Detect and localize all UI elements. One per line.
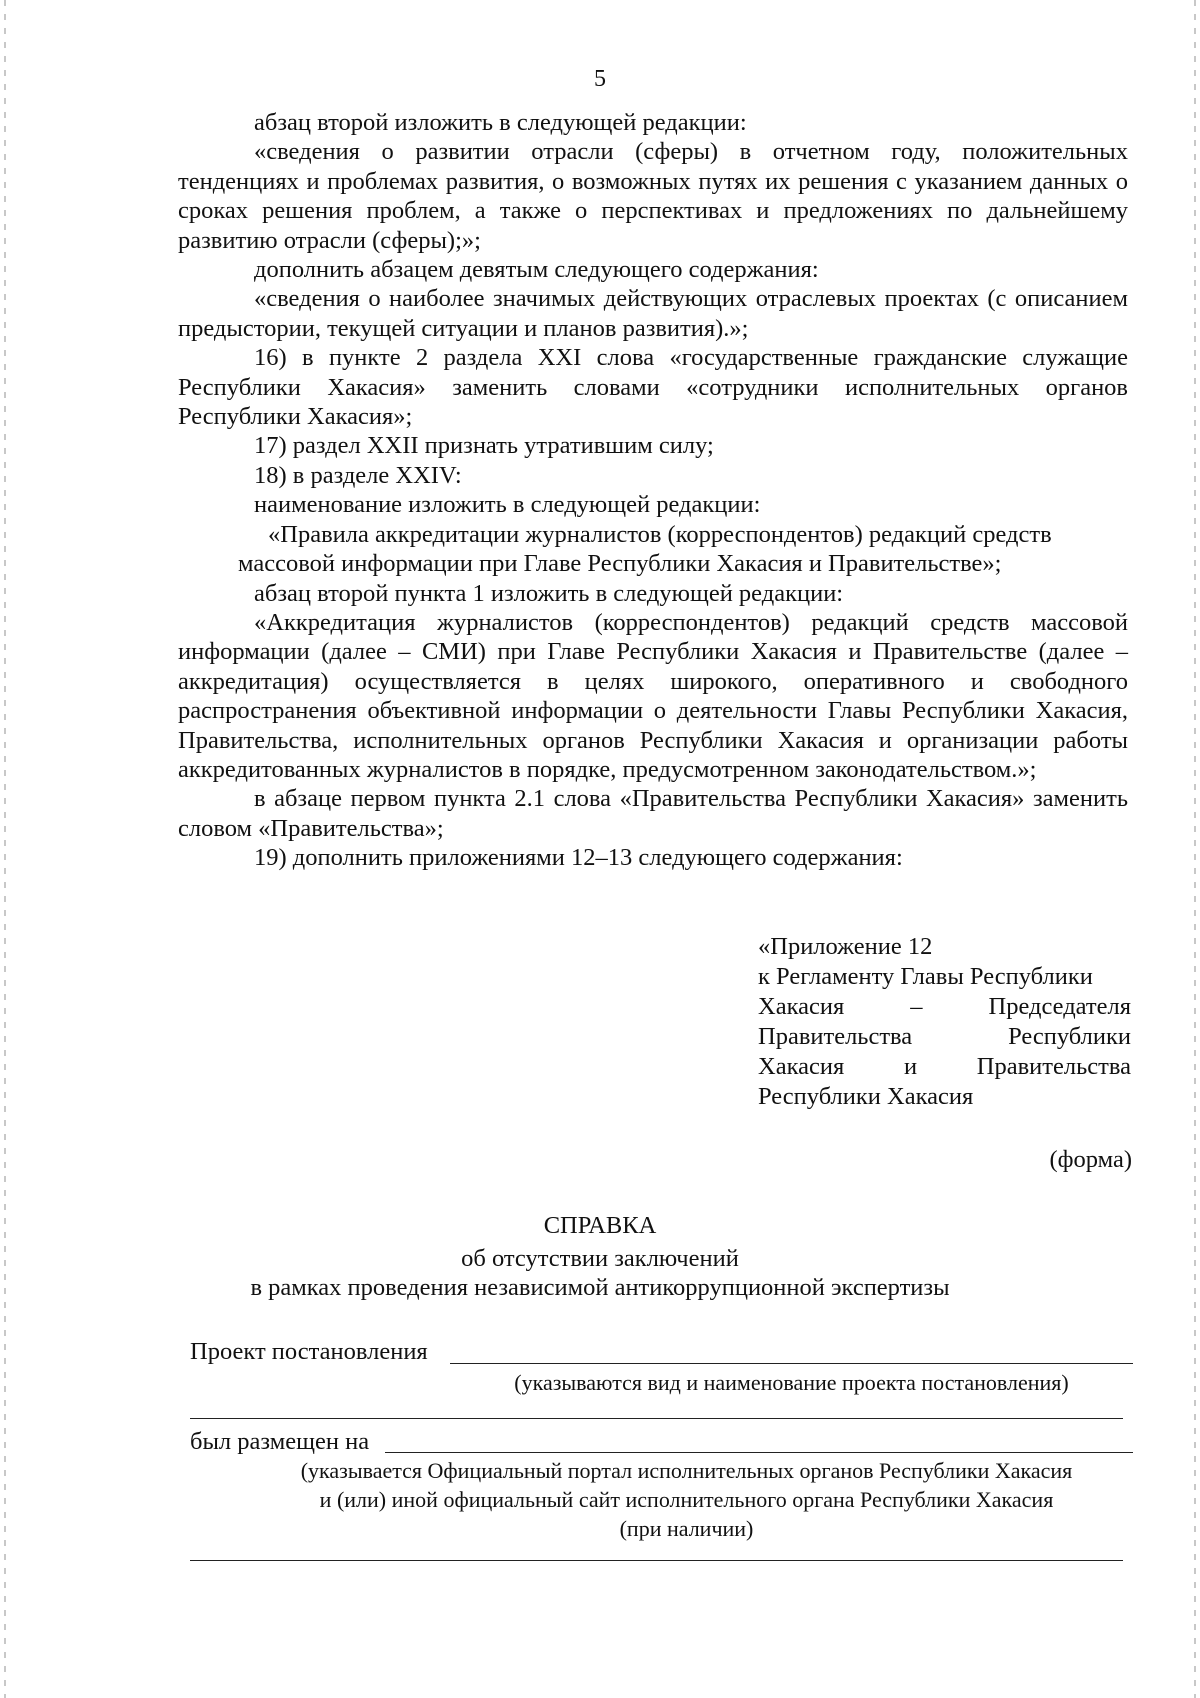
placed-label: был размещен на	[190, 1428, 370, 1455]
appendix-word: Правительства	[976, 1053, 1131, 1080]
certificate-subtitle: об отсутствии заключений	[461, 1245, 739, 1272]
paragraph: 18) в разделе XXIV:	[254, 461, 462, 489]
project-hint: (указываются вид и наименование проекта постановления)	[514, 1370, 1069, 1395]
paragraph: в абзаце первом пункта 2.1 слова «Правительства Республики Хакасия» заменить словом «Правительства»;	[178, 785, 1128, 842]
certificate-title: СПРАВКА	[543, 1212, 657, 1239]
appendix-word: Хакасия	[758, 1053, 845, 1080]
appendix-line	[758, 992, 1131, 1022]
page-number: 5	[594, 66, 606, 92]
appendix-word: –	[910, 993, 923, 1020]
placed-site-line-2	[190, 1560, 1123, 1561]
paragraph: «сведения о развитии отрасли (сферы) в отчетном году, положительных тенденциях и проблемах развития, о возможных путях их решения с указанием данных о сроках решения проблем, а также о перспективах и предложениях по дальнейшему развитию отрасли (сферы);»;	[178, 138, 1128, 254]
paragraph: «сведения о наиболее значимых действующих отраслевых проектах (с описанием предыстории, текущей ситуации и планов развития).»;	[178, 285, 1128, 342]
appendix-word: и	[903, 1053, 918, 1080]
project-name-line-2	[190, 1418, 1123, 1419]
placed-hint: (указывается Официальный портал исполнительных органов Республики Хакасия	[300, 1458, 1073, 1483]
appendix-word: Председателя	[988, 993, 1131, 1020]
appendix-line: к Регламенту Главы Республики	[758, 963, 1093, 990]
paragraph: 17) раздел XXII признать утратившим силу;	[254, 432, 714, 460]
certificate-subtitle: в рамках проведения независимой антикоррупционной экспертизы	[250, 1274, 950, 1301]
appendix-line	[758, 1052, 1131, 1082]
paragraph: дополнить абзацем девятым следующего содержания:	[254, 256, 819, 284]
appendix-word: Правительства	[758, 1023, 913, 1050]
paragraph: 16) в пункте 2 раздела XXI слова «государственные гражданские служащие Республики Хакасия» заменить словами «сотрудники исполнительных органов Республики Хакасия»;	[178, 344, 1128, 431]
paragraph: абзац второй пункта 1 изложить в следующей редакции:	[254, 579, 844, 607]
document-body	[178, 108, 1128, 873]
placed-hint: (при наличии)	[619, 1516, 754, 1541]
paragraph: 19) дополнить приложениями 12–13 следующего содержания:	[254, 844, 903, 872]
appendix-word: Хакасия	[758, 993, 845, 1020]
form-label: (форма)	[1049, 1146, 1132, 1173]
scan-right-edge	[1194, 0, 1196, 1698]
appendix-line: «Приложение 12	[758, 933, 933, 960]
paragraph: абзац второй изложить в следующей редакции:	[254, 109, 747, 136]
project-name-line	[450, 1363, 1133, 1364]
scan-left-edge	[4, 0, 6, 1698]
appendix-heading	[758, 932, 1131, 1112]
project-label: Проект постановления	[190, 1338, 428, 1365]
appendix-line: Республики Хакасия	[758, 1083, 974, 1110]
paragraph: «Правила аккредитации журналистов (корреспондентов) редакций средств	[268, 520, 1052, 548]
appendix-line	[758, 1022, 1131, 1052]
paragraph: массовой информации при Главе Республики Хакасия и Правительстве»;	[238, 550, 1002, 578]
appendix-word: Республики	[1008, 1023, 1131, 1050]
placed-hint: и (или) иной официальный сайт исполнительного органа Республики Хакасия	[319, 1487, 1054, 1512]
paragraph: наименование изложить в следующей редакции:	[254, 491, 761, 519]
paragraph: «Аккредитация журналистов (корреспондентов) редакций средств массовой информации (далее – СМИ) при Главе Республики Хакасия и Правительстве (далее – аккредитация) осуществляется в целях широкого, оперативного и свободного распространения объективной информации о деятельности Главы Республики Хакасия, Правительства, исполнительных органов Республики Хакасия и организации работы аккредитованных журналистов в порядке, предусмотренном законодательством.»;	[178, 608, 1128, 783]
placed-site-line	[385, 1452, 1133, 1453]
